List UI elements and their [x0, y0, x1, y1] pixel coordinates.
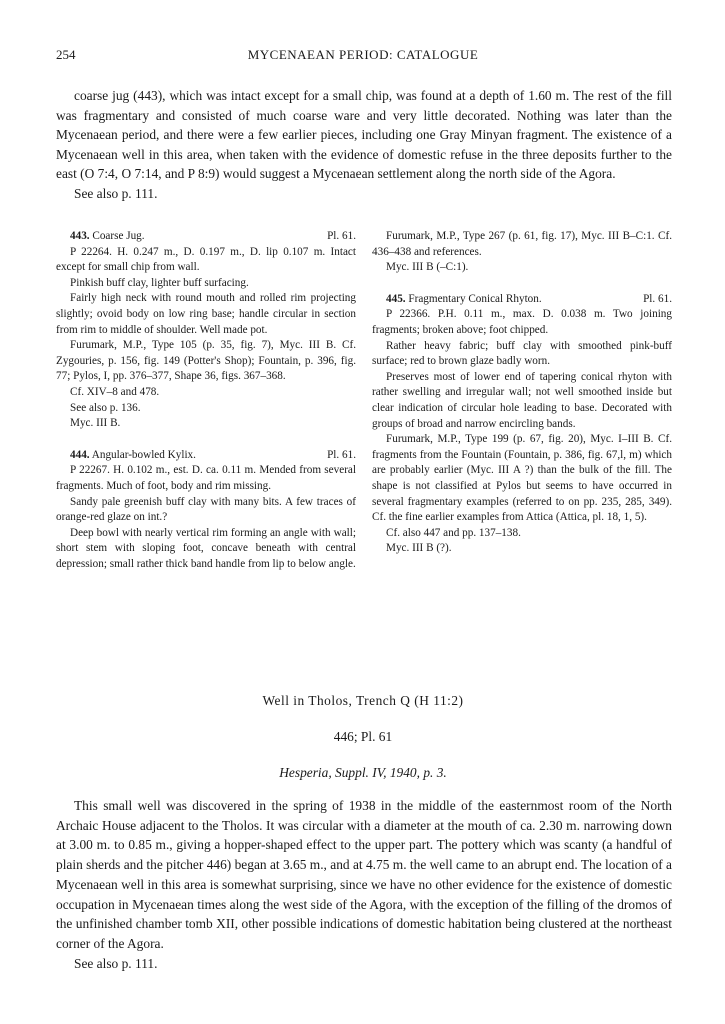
catalogue-entry-444: [56, 448, 356, 573]
entry-dims: P 22264. H. 0.247 m., D. 0.197 m., D. lip 0.107 m. Intact except for small chip from wall.: [56, 245, 356, 274]
entry-dims: P 22267. H. 0.102 m., est. D. ca. 0.11 m. Mended from several fragments. Much of foot, body and rim missing.: [56, 464, 356, 492]
catalogue-column-left: [56, 229, 356, 588]
entry-cf: Cf. also 447 and pp. 137–138.: [386, 526, 521, 539]
catalogue-entry-445: [372, 292, 672, 557]
intro-paragraph: coarse jug (443), which was intact except for a small chip, was found at a depth of 1.60 m. The rest of the fill was fragmentary and consisted of much coarse ware and very little decorated. Nothing was later than the Mycenaean period, and there were a few earlier pieces, including one Gray Minyan fragment. The existence of a Mycenaean well in this area, when taken with the evidence of domestic refuse in the three deposits further to the east (O 7:4, O 7:14, and P 8:9) would suggest a Mycenaean settlement along the north side of the Agora.: [56, 88, 672, 182]
entry-number: 443.: [70, 230, 90, 242]
entry-cf: Cf. XIV–8 and 478.: [70, 385, 160, 398]
catalogue-entry-443: [56, 229, 356, 432]
entry-plate: Pl. 61.: [327, 230, 356, 242]
entry-description: Deep bowl with nearly vertical rim forming an angle with wall; short stem with sloping foot, concave beneath with central depression; small rather thick band handle from lip to below angle.: [56, 526, 356, 570]
entry-number: 445.: [386, 292, 406, 305]
section-paragraph: This small well was discovered in the spring of 1938 in the middle of the easternmost room of the North Archaic House adjacent to the Tholos. It was circular with a diameter at the mouth of ca. 2.30 m. narrowing down at 3.00 m. to 0.85 m., giving a hopper-shaped effect to the upper part. The pottery which was scanty (a handful of plain sherds and the pitcher 446) began at 3.65 m., and at 4.75 m. the well came to an abrupt end. The location of a Mycenaean well in this area is somewhat surprising, since we have no other evidence for the existence of domestic occupation in Mycenaean times along the west side of the Agora, with the exception of the filling of the dromos of the unfinished chamber tomb XII, other possible indications of domestic habitation being clustered at the northeast corner of the Agora.: [56, 798, 672, 951]
entry-heading: [56, 229, 356, 245]
entry-date: Myc. III B (?).: [386, 542, 452, 555]
catalogue-column-right: [372, 229, 672, 573]
entry-parallels: Furumark, M.P., Type 199 (p. 67, fig. 20), Myc. I–III B. Cf. fragments from the Fountain (Fountain, p. 386, fig. 67,l, m) which are probably earlier (Myc. III A ?) than the bulk of the fill. The shape is not classified at Pylos but seems to have occurred in several fragmentary examples (referred to on pp. 235, 285, 349). Cf. the fine earlier examples from Attica (Attica, pl. 18, 1, 5).: [372, 433, 672, 524]
section-title: Well in Tholos, Trench Q (H 11:2): [262, 693, 464, 708]
entry-plate: Pl. 61.: [643, 292, 672, 305]
entry-parallels: Furumark, M.P., Type 267 (p. 61, fig. 17), Myc. III B–C:1. Cf. 436–438 and references.: [372, 230, 672, 258]
entry-fabric: Pinkish buff clay, lighter buff surfacing.: [70, 276, 249, 289]
section-see-also: See also p. 111.: [74, 955, 158, 971]
entry-fabric: Sandy pale greenish buff clay with many bits. A few traces of orange-red glaze on int.?: [56, 495, 356, 524]
entry-heading: [372, 292, 672, 308]
entry-dims: P 22366. P.H. 0.11 m., max. D. 0.038 m. Two joining fragments; broken above; foot chipped.: [372, 308, 672, 336]
section-citation: Hesperia, Suppl. IV, 1940, p. 3.: [279, 765, 447, 780]
entry-number: 444.: [70, 448, 90, 461]
section-body: [56, 796, 672, 973]
entry-name: Coarse Jug.: [92, 230, 145, 242]
entry-name: Angular-bowled Kylix.: [91, 448, 196, 461]
deposit-reference: 446; Pl. 61: [333, 729, 393, 744]
entry-plate: Pl. 61.: [327, 448, 356, 461]
intro-text: [56, 86, 672, 204]
intro-see-also: See also p. 111.: [74, 185, 158, 201]
entry-description: Fairly high neck with round mouth and rolled rim projecting slightly; ovoid body on low ring base; handle circular in section from rim to middle of shoulder. Well made pot.: [56, 292, 356, 336]
entry-heading: [56, 448, 356, 464]
page-number: 254: [56, 47, 76, 62]
entry-see-also: See also p. 136.: [70, 401, 141, 414]
catalogue-entry-444-continued: [372, 229, 672, 276]
entry-name: Fragmentary Conical Rhyton.: [408, 292, 542, 305]
running-title: MYCENAEAN PERIOD: CATALOGUE: [247, 47, 479, 62]
entry-date: Myc. III B.: [70, 417, 121, 430]
entry-fabric: Rather heavy fabric; buff clay with smoothed pink-buff surface; red to brown glaze badly worn.: [372, 339, 672, 368]
entry-parallels: Furumark, M.P., Type 105 (p. 35, fig. 7), Myc. III B. Cf. Zygouries, p. 156, fig. 149 (Potter's Shop); Fountain, p. 396, fig. 77; Pylos, I, pp. 376–377, Shape 36, figs. 367–368.: [56, 339, 356, 383]
running-head: [56, 47, 670, 67]
entry-date: Myc. III B (–C:1).: [386, 261, 469, 274]
entry-description: Preserves most of lower end of tapering conical rhyton with rather swelling and irregular wall; not well smoothed inside but clear indication of circular hole leading to base. Decorated with groups of broad and narrow encircling bands.: [372, 370, 672, 430]
